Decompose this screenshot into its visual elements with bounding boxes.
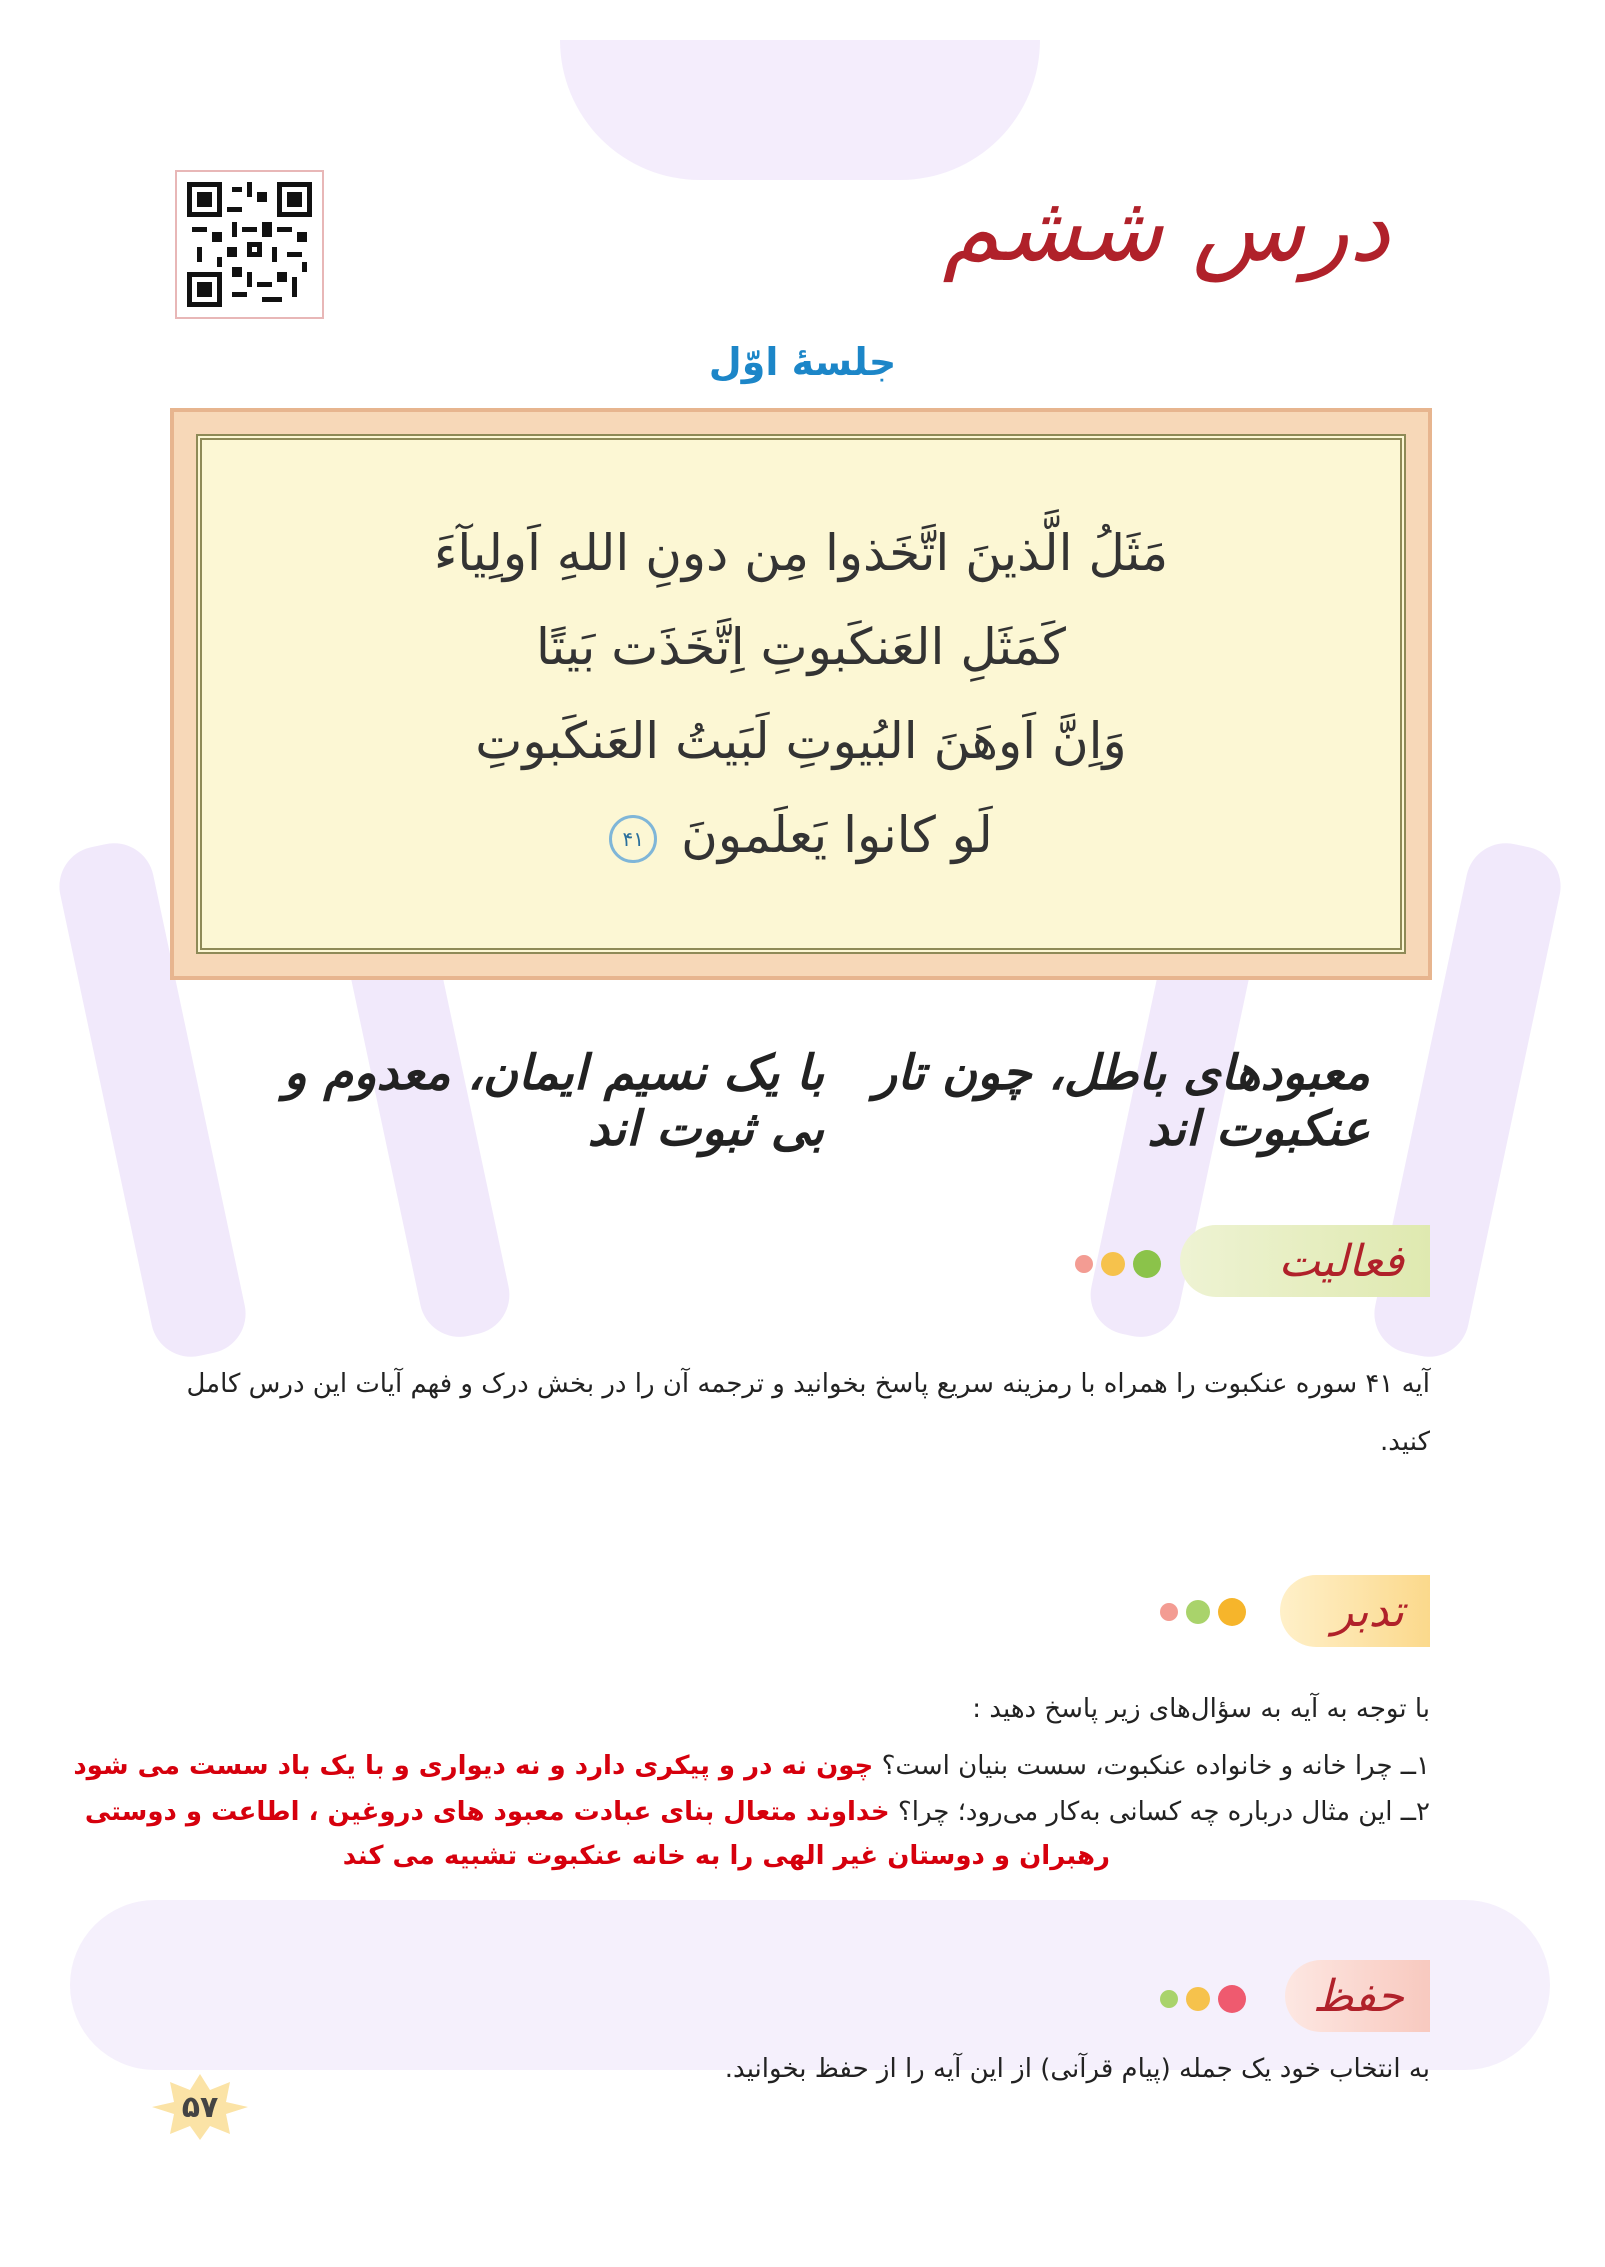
slogan bbox=[0, 1045, 1605, 1157]
ayah-line-text: لَو كانوا يَعلَمونَ bbox=[681, 806, 993, 864]
question-1: ۱ــ چرا خانه و خانواده عنکبوت، سست بنیان است؟ bbox=[881, 1751, 1430, 1781]
slogan-left: با یک نسیم ایمان، معدوم و بی ثبوت اند bbox=[283, 1045, 825, 1157]
page-number: ۵۷ bbox=[181, 2089, 219, 2125]
session-title: جلسهٔ اوّل bbox=[708, 340, 897, 384]
dot-icon bbox=[1133, 1250, 1161, 1278]
reflection-title: تدبر bbox=[1332, 1585, 1404, 1637]
ayah-line: مَثَلُ الَّذينَ اتَّخَذوا مِن دونِ اللهِ اَولِيآءَ bbox=[433, 524, 1169, 582]
ayah-line: كَمَثَلِ العَنكَبوتِ اِتَّخَذَت بَيتًا bbox=[535, 618, 1066, 676]
answer-2-line-1: خداوند متعال بنای عبادت معبود های دروغین ، اطاعت و دوستی bbox=[84, 1797, 890, 1827]
dot-icon bbox=[1186, 1987, 1210, 2011]
answer-2-line-2: رهبران و دوستان غیر الهی را به خانه عنکبوت تشبیه می کند bbox=[342, 1841, 1110, 1871]
page-number-badge bbox=[150, 2072, 250, 2142]
answer-1: چون نه در و پیکری دارد و نه دیواری و با یک باد سست می شود bbox=[73, 1751, 874, 1781]
memorize-title: حفظ bbox=[1312, 1970, 1404, 2022]
reflection-header bbox=[1280, 1575, 1430, 1647]
activity-text: آیه ۴۱ سوره عنکبوت را همراه با رمزینه سریع پاسخ بخوانید و ترجمه آن را در بخش درک و فهم آیات این درس کامل کنید. bbox=[186, 1369, 1430, 1457]
memorize-dots bbox=[1160, 1985, 1246, 2013]
dot-icon bbox=[1075, 1255, 1093, 1273]
lesson-title: درس ششم bbox=[942, 175, 1390, 282]
ayah-inner-box bbox=[196, 434, 1406, 954]
ayah-frame bbox=[170, 408, 1432, 980]
dot-icon bbox=[1160, 1603, 1178, 1621]
watermark-shape bbox=[560, 40, 1040, 180]
dot-icon bbox=[1218, 1985, 1246, 2013]
qr-code-icon bbox=[187, 182, 312, 307]
ayah-line-last bbox=[609, 806, 992, 864]
reflection-q2-row bbox=[60, 1790, 1430, 1834]
reflection-q1-row bbox=[60, 1737, 1430, 1795]
qr-code[interactable] bbox=[175, 170, 324, 319]
verse-number: ۴۱ bbox=[609, 815, 657, 863]
activity-header bbox=[1180, 1225, 1430, 1297]
activity-dots bbox=[1075, 1250, 1161, 1278]
question-2: ۲ــ این مثال درباره چه کسانی به‌کار می‌رود؛ چرا؟ bbox=[897, 1797, 1430, 1827]
memorize-text: به انتخاب خود یک جمله (پیام قرآنی) از این آیه را از حفظ بخوانید. bbox=[724, 2054, 1430, 2084]
slogan-right: معبودهای باطل، چون تار عنکبوت اند bbox=[873, 1045, 1370, 1157]
reflection-intro: با توجه به آیه به سؤال‌های زیر پاسخ دهید : bbox=[972, 1694, 1430, 1724]
reflection-dots bbox=[1160, 1598, 1246, 1626]
ayah-line: وَاِنَّ اَوهَنَ البُيوتِ لَبَيتُ العَنكَبوتِ bbox=[475, 712, 1127, 770]
dot-icon bbox=[1186, 1600, 1210, 1624]
activity-title: فعالیت bbox=[1278, 1235, 1404, 1287]
dot-icon bbox=[1218, 1598, 1246, 1626]
dot-icon bbox=[1160, 1990, 1178, 2008]
memorize-header bbox=[1285, 1960, 1430, 2032]
dot-icon bbox=[1101, 1252, 1125, 1276]
